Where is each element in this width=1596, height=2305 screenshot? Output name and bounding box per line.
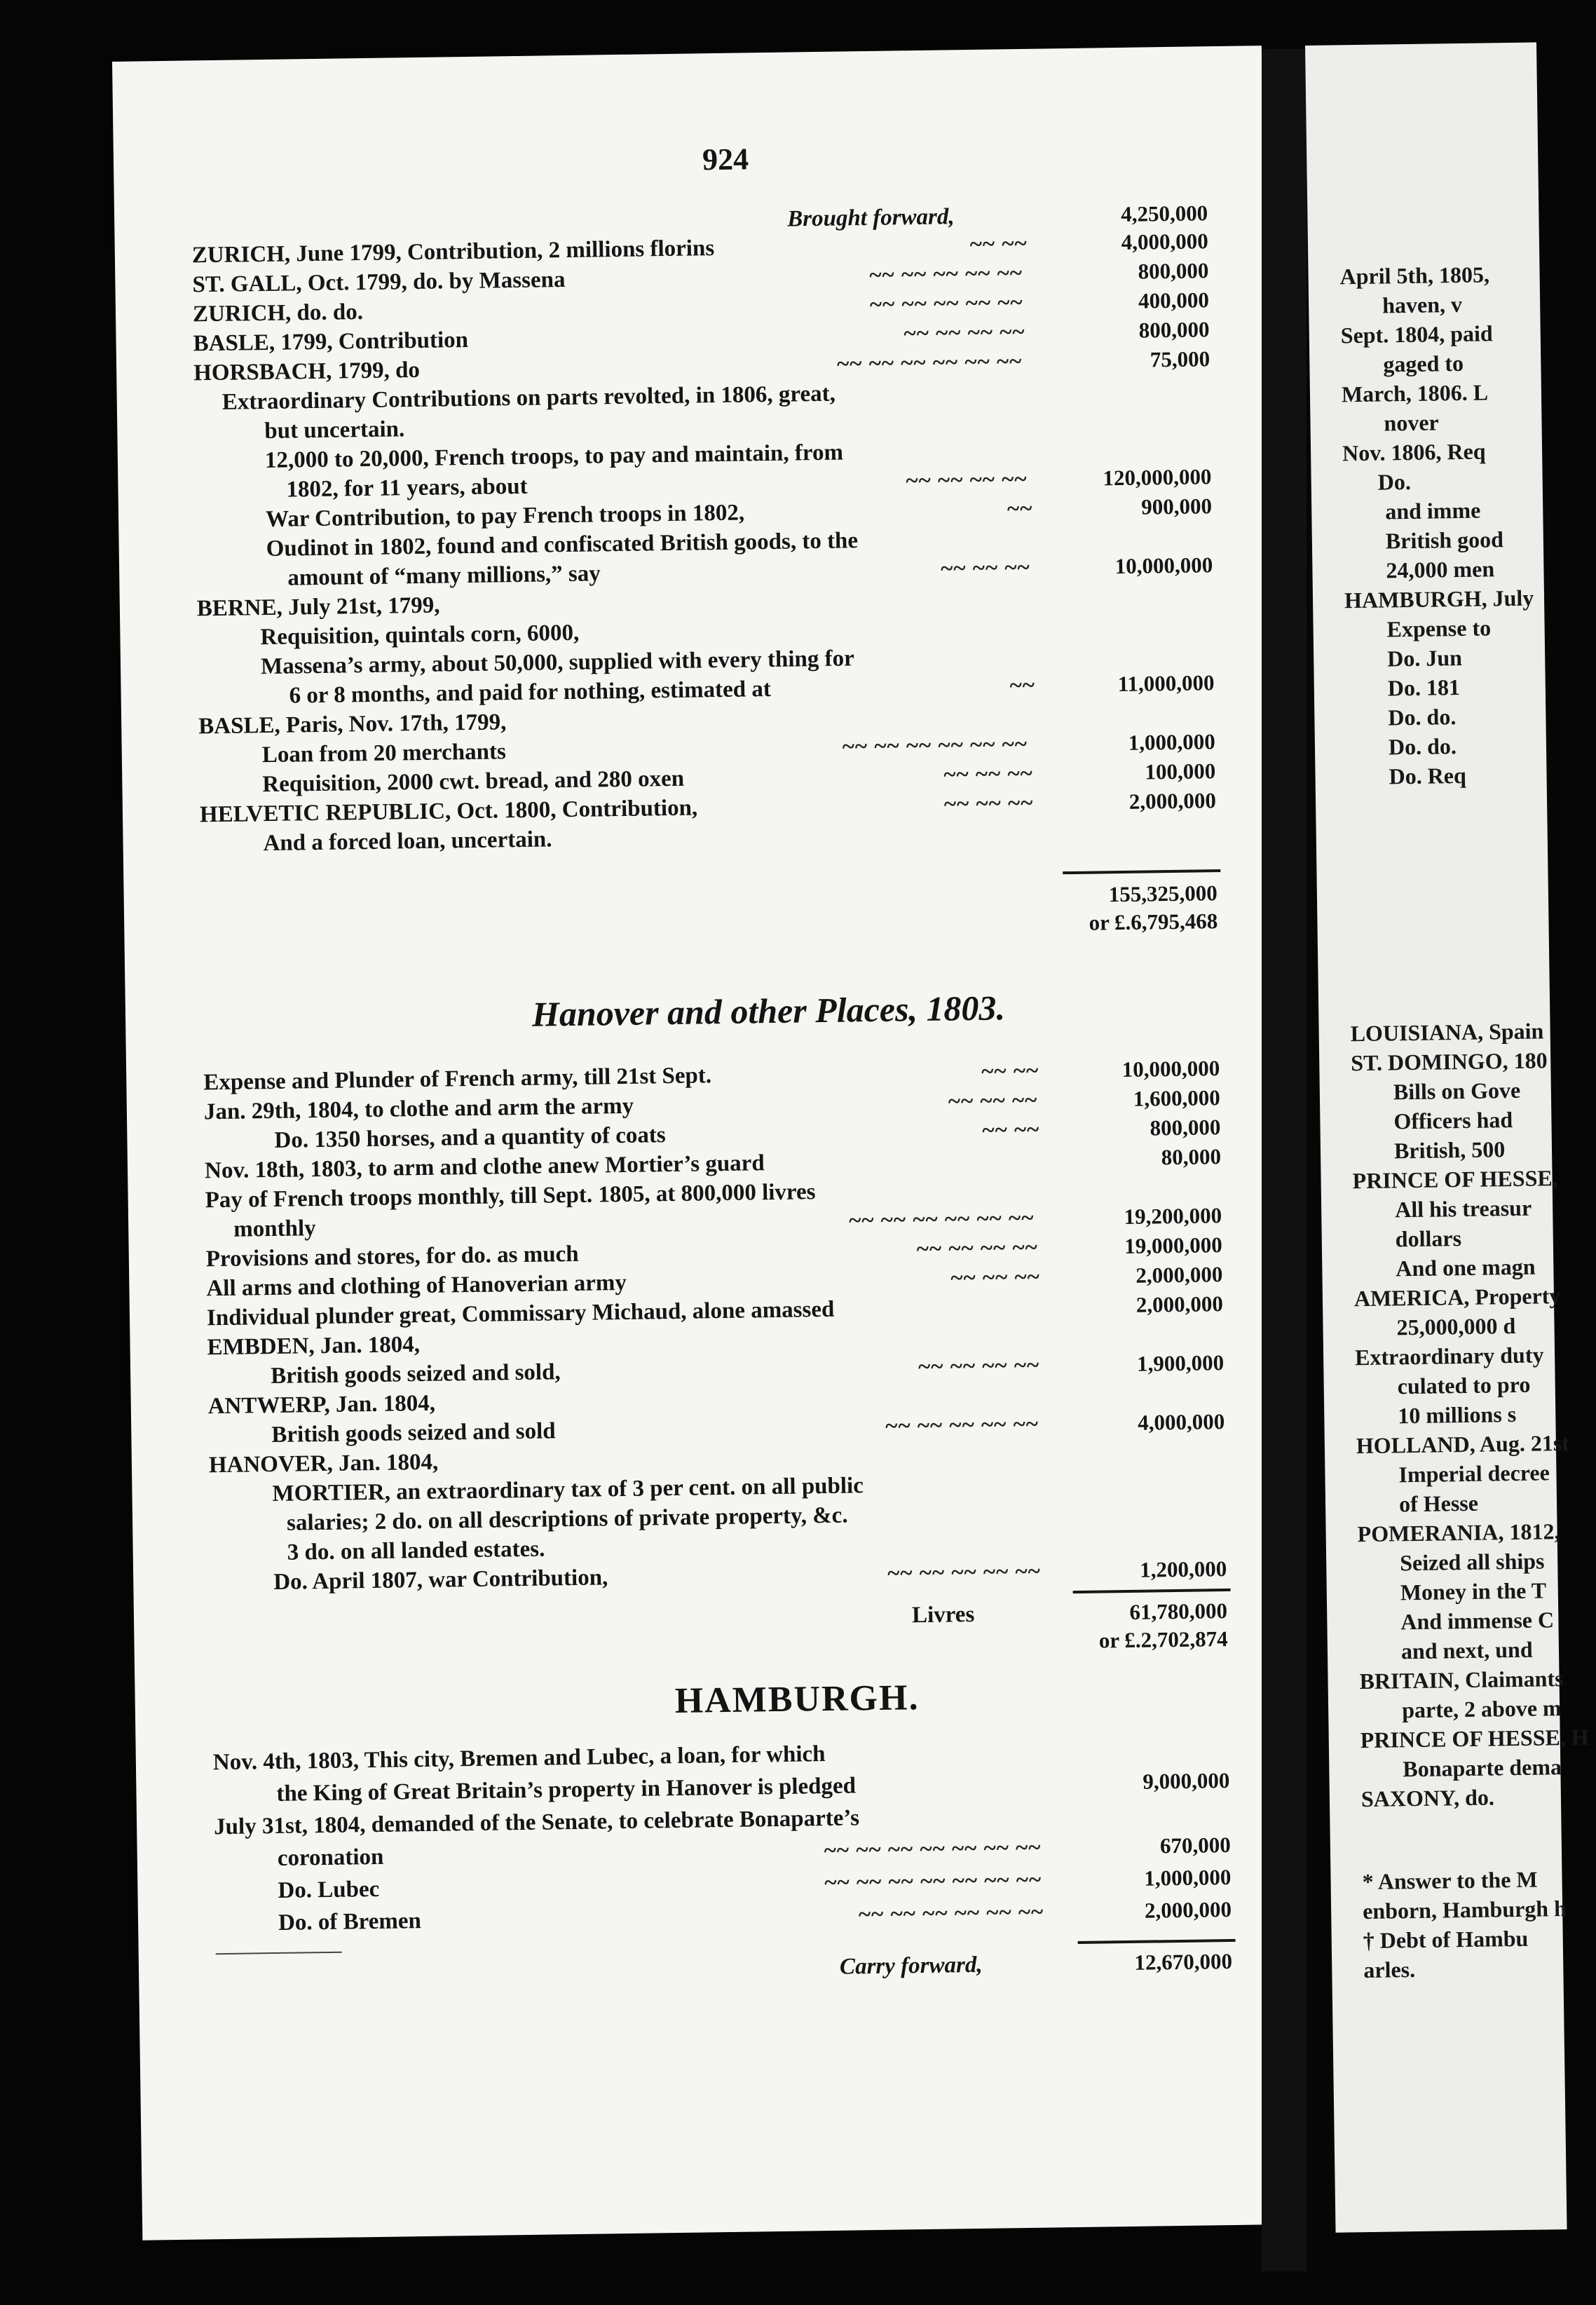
right-page-line: arles. bbox=[1363, 1957, 1416, 1983]
ledger-line-text: British goods seized and sold, bbox=[270, 1359, 561, 1389]
ledger-line-text: Requisition, quintals corn, 6000, bbox=[260, 620, 580, 651]
ledger-line-text: salaries; 2 do. on all descriptions of private property, &c. bbox=[286, 1502, 848, 1536]
total-rule bbox=[1063, 869, 1220, 874]
ledger-amount: 900,000 bbox=[1141, 494, 1213, 519]
ledger-line-text: Pay of French troops monthly, till Sept. 1805, at 800,000 livres bbox=[205, 1179, 816, 1213]
ledger-amount: 11,000,000 bbox=[1117, 670, 1215, 697]
right-page-line: British, 500 bbox=[1393, 1136, 1506, 1164]
ledger-line-text: amount of “many millions,” say bbox=[287, 561, 601, 591]
ledger-amount: 4,000,000 bbox=[1138, 1409, 1225, 1435]
left-page bbox=[112, 46, 1292, 2241]
leader-marks: ~~ ~~ ~~ bbox=[948, 1087, 1038, 1115]
ledger-line-text: War Contribution, to pay French troops in 1802, bbox=[265, 500, 745, 533]
right-page-line: AMERICA, Property bbox=[1353, 1283, 1561, 1312]
ledger-line-text: Extraordinary Contributions on parts revolted, in 1806, great, bbox=[221, 381, 836, 415]
ledger-line-text: BERNE, July 21st, 1799, bbox=[196, 592, 440, 622]
right-page-line: culated to pro bbox=[1397, 1371, 1531, 1399]
ledger-line-text: July 31st, 1804, demanded of the Senate, to celebrate Bonaparte’s bbox=[213, 1805, 860, 1840]
right-page-line: SAXONY, do. bbox=[1360, 1784, 1495, 1812]
ledger-line-text: Nov. 4th, 1803, This city, Bremen and Lubec, a loan, for which bbox=[212, 1741, 826, 1776]
ledger-line-text: Expense and Plunder of French army, till 21st Sept. bbox=[203, 1063, 712, 1096]
ledger-line-text: Provisions and stores, for do. as much bbox=[205, 1241, 579, 1272]
leader-marks: ~~ ~~ ~~ ~~ ~~ bbox=[885, 1411, 1039, 1439]
ledger-amount: 4,000,000 bbox=[1121, 229, 1208, 254]
ledger-line-text: Massena’s army, about 50,000, supplied with every thing for bbox=[260, 646, 854, 680]
page-number: 924 bbox=[702, 142, 749, 177]
leader-marks: ~~ ~~ ~~ ~~ bbox=[916, 1235, 1039, 1263]
right-page-line: Do. do. bbox=[1388, 704, 1457, 730]
right-page-line: 25,000,000 d bbox=[1396, 1312, 1516, 1340]
section2-total-livres: 61,780,000 bbox=[1129, 1598, 1228, 1624]
ledger-amount: 80,000 bbox=[1161, 1144, 1222, 1170]
leader-marks: ~~ ~~ ~~ ~~ ~~ bbox=[869, 260, 1023, 288]
leader-marks: ~~ ~~ ~~ ~~ bbox=[918, 1352, 1040, 1380]
right-page-line: And one magn bbox=[1396, 1253, 1536, 1281]
right-page-line: LOUISIANA, Spain bbox=[1350, 1018, 1544, 1047]
ledger-amount: 2,000,000 bbox=[1135, 1291, 1224, 1317]
brought-forward-amount: 4,250,000 bbox=[1120, 200, 1208, 226]
leader-marks: ~~ ~~ ~~ ~~ bbox=[906, 466, 1028, 494]
ledger-amount: 800,000 bbox=[1138, 258, 1209, 284]
ledger-line-text: ZURICH, June 1799, Contribution, 2 millions florins bbox=[191, 236, 715, 268]
ledger-line-text: Do. 1350 horses, and a quantity of coats bbox=[274, 1122, 667, 1153]
ledger-line-text: HANOVER, Jan. 1804, bbox=[208, 1449, 439, 1478]
right-page-line: POMERANIA, 1812, bbox=[1357, 1518, 1560, 1547]
right-page-line: parte, 2 above m bbox=[1401, 1695, 1562, 1723]
leader-marks: ~~ ~~ ~~ ~~ ~~ ~~ bbox=[842, 731, 1028, 760]
ledger-line-text: 12,000 to 20,000, French troops, to pay and maintain, from bbox=[264, 440, 844, 474]
ledger-line-text: And a forced loan, uncertain. bbox=[263, 827, 552, 857]
ledger-line-text: the King of Great Britain’s property in Hanover is pledged bbox=[276, 1773, 857, 1807]
right-page-line: PRINCE OF HESSE, bbox=[1352, 1165, 1558, 1194]
leader-marks: ~~ ~~ bbox=[982, 1117, 1040, 1143]
leader-marks: ~~ ~~ ~~ ~~ bbox=[903, 319, 1025, 347]
ledger-line-text: monthly bbox=[233, 1216, 316, 1242]
leader-marks: ~~ bbox=[1009, 672, 1036, 699]
right-page-lines bbox=[1305, 42, 1589, 1983]
ledger-line-text: Individual plunder great, Commissary Michaud, alone amassed bbox=[206, 1296, 835, 1331]
right-page-line: and next, und bbox=[1400, 1636, 1533, 1664]
ledger-amount: 100,000 bbox=[1145, 759, 1216, 784]
ledger-line-text: ST. GALL, Oct. 1799, do. by Massena bbox=[192, 267, 566, 298]
leader-marks: ~~ ~~ ~~ ~~ ~~ bbox=[869, 290, 1023, 318]
ledger-amount: 1,900,000 bbox=[1136, 1350, 1225, 1376]
right-page-line: Sept. 1804, paid bbox=[1340, 320, 1493, 348]
section1-total-sterling: or £.6,795,468 bbox=[1089, 909, 1218, 935]
leader-marks: ~~ ~~ ~~ ~~ ~~ ~~ ~~ bbox=[824, 1835, 1042, 1864]
right-page-line: haven, v bbox=[1382, 291, 1463, 318]
ledger-amount: 1,200,000 bbox=[1139, 1556, 1227, 1582]
right-page-line: British good bbox=[1385, 526, 1504, 554]
ledger-line-text: but uncertain. bbox=[264, 416, 405, 444]
right-page-line: 10 millions s bbox=[1398, 1401, 1517, 1429]
ledger-line-text: 3 do. on all landed estates. bbox=[287, 1536, 545, 1565]
carry-rule bbox=[1078, 1939, 1236, 1944]
right-page-line: Nov. 1806, Req bbox=[1342, 438, 1486, 466]
leader-marks: ~~ ~~ ~~ bbox=[940, 555, 1030, 582]
ledger-line-text: BASLE, Paris, Nov. 17th, 1799, bbox=[198, 709, 507, 740]
right-page-line: ST. DOMINGO, 180 bbox=[1351, 1047, 1548, 1076]
ledger-amount: 1,600,000 bbox=[1133, 1085, 1221, 1111]
right-page-fragment bbox=[1305, 42, 1589, 2232]
ledger-amount: 400,000 bbox=[1138, 287, 1210, 313]
total-rule-2 bbox=[1073, 1589, 1231, 1593]
ledger-amount: 19,000,000 bbox=[1124, 1232, 1222, 1258]
right-page-line: HOLLAND, Aug. 21st bbox=[1356, 1429, 1570, 1459]
heading-hamburgh: HAMBURGH. bbox=[674, 1678, 920, 1722]
ledger-line-text: MORTIER, an extraordinary tax of 3 per cent. on all public bbox=[272, 1473, 864, 1507]
right-page-line: Do. Req bbox=[1389, 762, 1467, 789]
carry-forward-amount: 12,670,000 bbox=[1134, 1948, 1233, 1975]
book-gutter bbox=[1262, 49, 1307, 2271]
ledger-line-text: Loan from 20 merchants bbox=[261, 739, 507, 768]
right-page-line: All his treasur bbox=[1394, 1195, 1532, 1223]
leader-marks: ~~ ~~ ~~ ~~ ~~ ~~ bbox=[858, 1899, 1044, 1928]
brought-forward-label: Brought forward, bbox=[786, 204, 955, 232]
right-page-line: Money in the T bbox=[1400, 1577, 1547, 1605]
ledger-amount: 800,000 bbox=[1150, 1115, 1221, 1141]
ledger-amount: 800,000 bbox=[1138, 317, 1210, 343]
ledger-line-text: ANTWERP, Jan. 1804, bbox=[207, 1390, 436, 1420]
right-page-line: Bills on Gove bbox=[1393, 1077, 1521, 1105]
ledger-amount: 670,000 bbox=[1159, 1832, 1231, 1858]
ledger-amount: 10,000,000 bbox=[1121, 1056, 1220, 1082]
ledger-amount: 75,000 bbox=[1150, 346, 1210, 372]
ledger-amount: 9,000,000 bbox=[1143, 1767, 1230, 1794]
right-page-line: nover bbox=[1384, 409, 1439, 436]
ledger-line-text: ZURICH, do. do. bbox=[192, 299, 364, 327]
footer-rule bbox=[216, 1952, 342, 1955]
right-page-line: Bonaparte dema bbox=[1403, 1754, 1562, 1782]
right-page-line: of Hesse bbox=[1398, 1490, 1479, 1517]
ledger-amount: 2,000,000 bbox=[1128, 788, 1217, 814]
ledger-line-text: Oudinot in 1802, found and confiscated British goods, to the bbox=[266, 528, 859, 562]
right-page-line: gaged to bbox=[1383, 350, 1464, 377]
right-page-line: BRITAIN, Claimants bbox=[1359, 1666, 1564, 1694]
section1-total-livres: 155,325,000 bbox=[1108, 880, 1218, 907]
right-page-line: * Answer to the M bbox=[1362, 1866, 1538, 1895]
ledger-line-text: Nov. 18th, 1803, to arm and clothe anew Mortier’s guard bbox=[204, 1150, 765, 1184]
ledger-line-text: 6 or 8 months, and paid for nothing, estimated at bbox=[289, 676, 772, 709]
ledger-line-text: BASLE, 1799, Contribution bbox=[193, 327, 469, 357]
ledger-amount: 2,000,000 bbox=[1144, 1896, 1232, 1923]
right-page-line: March, 1806. L bbox=[1341, 379, 1489, 407]
right-page-line: enborn, Hamburgh h bbox=[1362, 1896, 1567, 1924]
leader-marks: ~~ bbox=[1007, 496, 1033, 522]
right-page-line: and imme bbox=[1385, 497, 1481, 524]
ledger-line-text: Jan. 29th, 1804, to clothe and arm the army bbox=[203, 1093, 634, 1125]
leader-marks: ~~ ~~ ~~ ~~ ~~ ~~ bbox=[848, 1205, 1035, 1234]
ledger-line-text: Do. April 1807, war Contribution, bbox=[273, 1565, 608, 1595]
right-page-line: PRINCE OF HESSE, H bbox=[1360, 1724, 1589, 1753]
ledger-line-text: EMBDEN, Jan. 1804, bbox=[207, 1332, 421, 1361]
right-page-line: Do. Jun bbox=[1386, 644, 1463, 672]
section2-total-sterling: or £.2,702,874 bbox=[1098, 1626, 1228, 1653]
ledger-line-text: 1802, for 11 years, about bbox=[286, 473, 528, 503]
ledger-amount: 10,000,000 bbox=[1114, 552, 1213, 579]
right-page-line: And immense C bbox=[1400, 1607, 1555, 1635]
ledger-line-text: British goods seized and sold bbox=[271, 1418, 556, 1448]
leader-marks: ~~ ~~ bbox=[981, 1058, 1039, 1084]
right-page-line: April 5th, 1805, bbox=[1339, 261, 1490, 290]
right-page-line: Expense to bbox=[1386, 615, 1492, 642]
right-page-line: Do. bbox=[1377, 468, 1412, 495]
ledger-amount: 120,000,000 bbox=[1103, 464, 1212, 491]
leader-marks: ~~ ~~ ~~ ~~ ~~ bbox=[887, 1558, 1042, 1586]
ledger-line-text: Do. of Bremen bbox=[278, 1908, 422, 1936]
right-page-line: 24,000 men bbox=[1386, 556, 1495, 583]
ledger-amount: 1,000,000 bbox=[1128, 729, 1215, 755]
ledger-line-text: All arms and clothing of Hanoverian army bbox=[206, 1270, 627, 1302]
right-page-line: Officers had bbox=[1393, 1107, 1513, 1134]
right-page-line: Do. do. bbox=[1388, 733, 1457, 760]
carry-forward-label: Carry forward, bbox=[839, 1952, 983, 1980]
ledger-amount: 2,000,000 bbox=[1135, 1262, 1223, 1288]
right-page-line: Do. 181 bbox=[1387, 674, 1461, 701]
ledger-amount: 1,000,000 bbox=[1144, 1864, 1232, 1891]
right-page-line: † Debt of Hambu bbox=[1363, 1925, 1529, 1954]
ledger-line-text: HELVETIC REPUBLIC, Oct. 1800, Contribution, bbox=[199, 795, 698, 828]
ledger-amount: 19,200,000 bbox=[1124, 1203, 1222, 1230]
leader-marks: ~~ ~~ ~~ ~~ ~~ ~~ bbox=[836, 348, 1023, 377]
right-page-line: Imperial decree bbox=[1398, 1460, 1550, 1488]
leader-marks: ~~ ~~ ~~ bbox=[950, 1264, 1041, 1291]
ledger-line-text: HORSBACH, 1799, do bbox=[193, 357, 421, 386]
right-page-line: Extraordinary duty bbox=[1354, 1342, 1544, 1371]
ledger-line-text: coronation bbox=[277, 1844, 384, 1871]
heading-hanover: Hanover and other Places, 1803. bbox=[531, 988, 1006, 1034]
right-page-line: HAMBURGH, July bbox=[1344, 585, 1534, 613]
leader-marks: ~~ ~~ ~~ bbox=[943, 790, 1034, 817]
ledger-line-text: Requisition, 2000 cwt. bread, and 280 oxen bbox=[262, 766, 685, 798]
ledger-line-text: Do. Lubec bbox=[278, 1876, 380, 1903]
leader-marks: ~~ ~~ ~~ bbox=[943, 761, 1034, 788]
leader-marks: ~~ ~~ ~~ ~~ ~~ ~~ ~~ bbox=[824, 1867, 1042, 1896]
leader-marks: ~~ ~~ bbox=[969, 231, 1028, 257]
section2-total-label: Livres bbox=[911, 1602, 975, 1629]
right-page-line: dollars bbox=[1395, 1225, 1462, 1252]
right-page-line: Seized all ships bbox=[1399, 1548, 1545, 1576]
